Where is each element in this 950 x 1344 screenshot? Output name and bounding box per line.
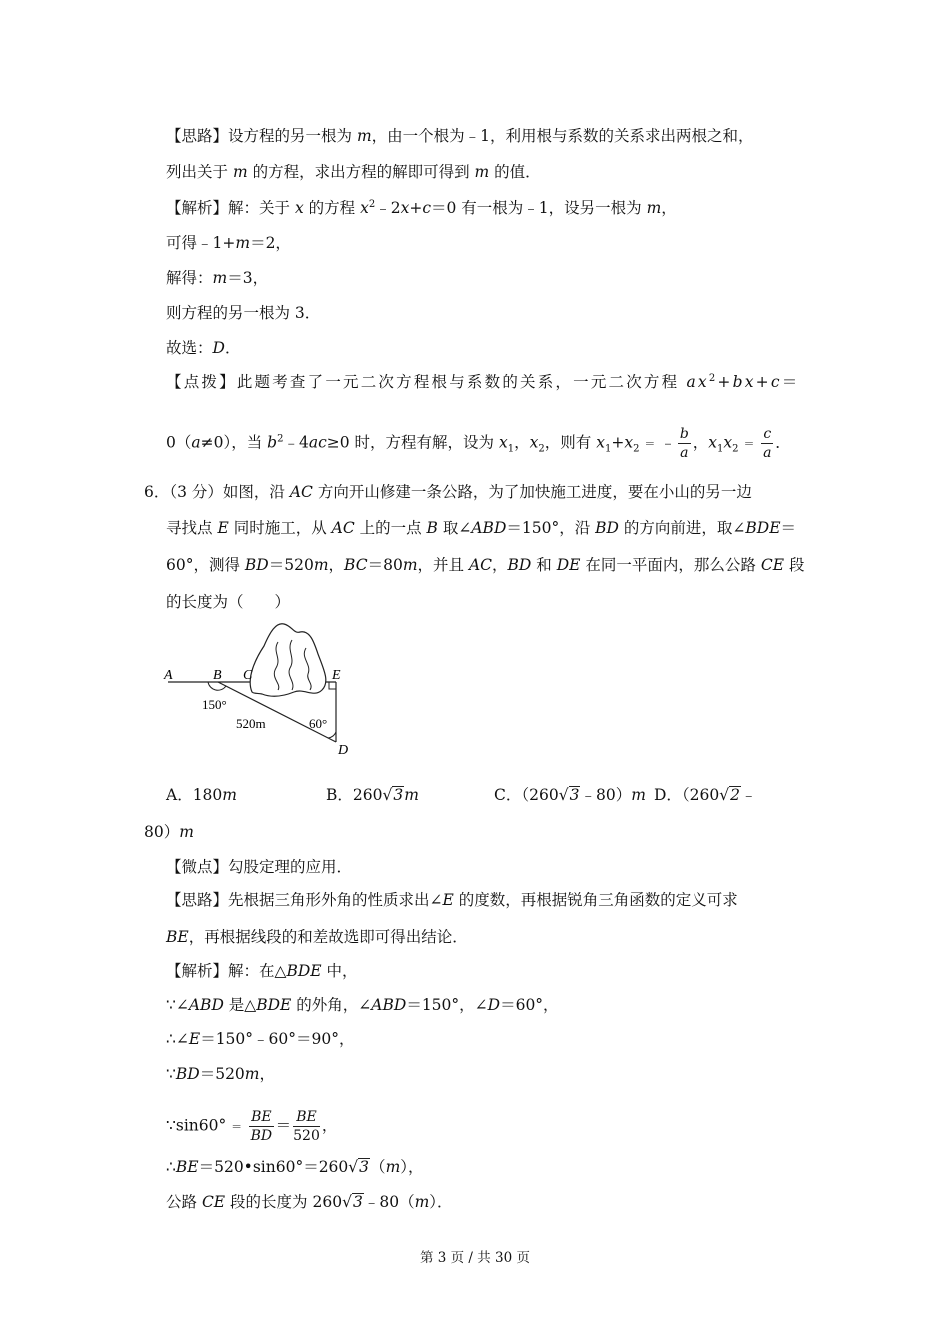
q5-silu-tag: 【思路】	[166, 127, 229, 145]
label-b: B	[213, 668, 222, 683]
q6-s2: ∴∠E＝150°﹣60°＝90°，	[166, 1030, 355, 1048]
q6-stem-line3: 60°，测得 BD＝520m，BC＝80m，并且 AC，BD 和 DE 在同一平面内，那么公路 CE 段	[166, 556, 805, 574]
fraction-be-over-520: $\frac{BE}{520}$	[293, 1109, 320, 1144]
q5-step2: 解得：m＝3，	[166, 269, 269, 287]
label-d: D	[338, 743, 349, 758]
label-520m: 520m	[236, 716, 266, 731]
q5-step1: 可得﹣1+m＝2，	[166, 234, 291, 252]
label-60: 60°	[309, 716, 328, 731]
q6-s1: ∵∠ABD 是△BDE 的外角，∠ABD＝150°，∠D＝60°，	[166, 996, 559, 1014]
q6-stem-line1: 6．（3 分）如图，沿 AC 方向开山修建一条公路，为了加快施工进度，要在小山的另一边	[144, 483, 752, 501]
q5-jiexi-tag: 【解析】	[166, 199, 229, 217]
q5-answer: 故选：D．	[166, 339, 241, 357]
q5-step3: 则方程的另一根为 3．	[166, 304, 321, 322]
option-d[interactable]: D．（260√2﹣	[654, 786, 757, 804]
right-angle-mark	[329, 682, 336, 689]
q6-s4: ∵sin60° ＝ $\frac{BE}{BD}$ ＝ $\frac{BE}{520}$ ，	[166, 1109, 338, 1144]
option-a[interactable]: A．180m	[166, 786, 237, 804]
q6-jiexi-tag: 【解析】	[166, 962, 229, 980]
mountain-outline	[250, 624, 326, 696]
q6-weidian-tag: 【微点】	[166, 858, 229, 876]
q6-silu-tag: 【思路】	[166, 891, 229, 909]
page-footer: 第 3 页 / 共 30 页	[419, 1250, 531, 1266]
q6-jiexi-line1: 【解析】解：在△BDE 中，	[166, 962, 358, 980]
angle-arc-150	[208, 682, 226, 690]
label-a: A	[164, 668, 173, 683]
option-c[interactable]: C．（260√3﹣80）m	[494, 786, 646, 804]
q6-figure	[160, 618, 360, 760]
q5-dianbo-line1: 【点拨】此题考查了一元二次方程根与系数的关系，一元二次方程 $ax^2+bx+c=$	[166, 372, 800, 391]
q6-silu-line2: BE，再根据线段的和差故选即可得出结论．	[166, 928, 468, 946]
label-150: 150°	[202, 697, 227, 712]
q6-weidian	[166, 857, 352, 877]
q5-silu-line2: 列出关于 m 的方程，求出方程的解即可得到 m 的值．	[166, 163, 541, 181]
q5-silu-line1: 【思路】设方程的另一根为 m，由一个根为﹣1，利用根与系数的关系求出两根之和，	[166, 127, 754, 145]
label-e: E	[332, 668, 341, 683]
fraction-b-over-a: $\frac{b}{a}$	[679, 426, 689, 461]
q6-s6: 公路 CE 段的长度为 260√3﹣80（m）．	[166, 1193, 453, 1211]
q6-weidian-text: 勾股定理的应用．	[228, 858, 353, 876]
q6-stem-line2: 寻找点 E 同时施工，从 AC 上的一点 B 取∠ABD＝150°，沿 BD 的方向前进，取∠BDE＝	[166, 519, 797, 537]
q5-jiexi-line1: 【解析】解：关于 x 的方程 $x^2﹣2x+c=0$ 有一根为﹣1，设另一根为 m，	[166, 198, 677, 217]
q6-s5: ∴BE＝520•sin60°＝260√3（m），	[166, 1158, 424, 1176]
q6-number: 6．	[144, 483, 170, 501]
q6-stem-line4: 的长度为（ ）	[166, 593, 291, 611]
q5-dianbo-tag: 【点拨】	[166, 373, 237, 391]
q6-silu-line1: 【思路】先根据三角形外角的性质求出∠E 的度数，再根据锐角三角函数的定义可求	[166, 891, 738, 909]
fraction-be-over-bd: $\frac{BE}{BD}$	[250, 1109, 273, 1144]
q6-s3: ∵BD＝520m，	[166, 1065, 276, 1083]
q5-dianbo-line2: 0（a≠0），当 $b^2﹣4ac\ge 0$ 时，方程有解，设为 $x_1$，$x_2$，则有 $x_1+x_2$ ＝ ﹣ $\frac{b}{a}$ ，$x_1x_2$ ＝ $\frac{c}{a}$ ．	[166, 426, 791, 461]
option-b[interactable]: B．260√3m	[326, 786, 419, 804]
option-d-cont[interactable]: 80）m	[144, 823, 194, 841]
fraction-c-over-a: $\frac{c}{a}$	[763, 426, 772, 461]
angle-arc-60	[328, 732, 336, 738]
label-c: C	[243, 668, 253, 683]
